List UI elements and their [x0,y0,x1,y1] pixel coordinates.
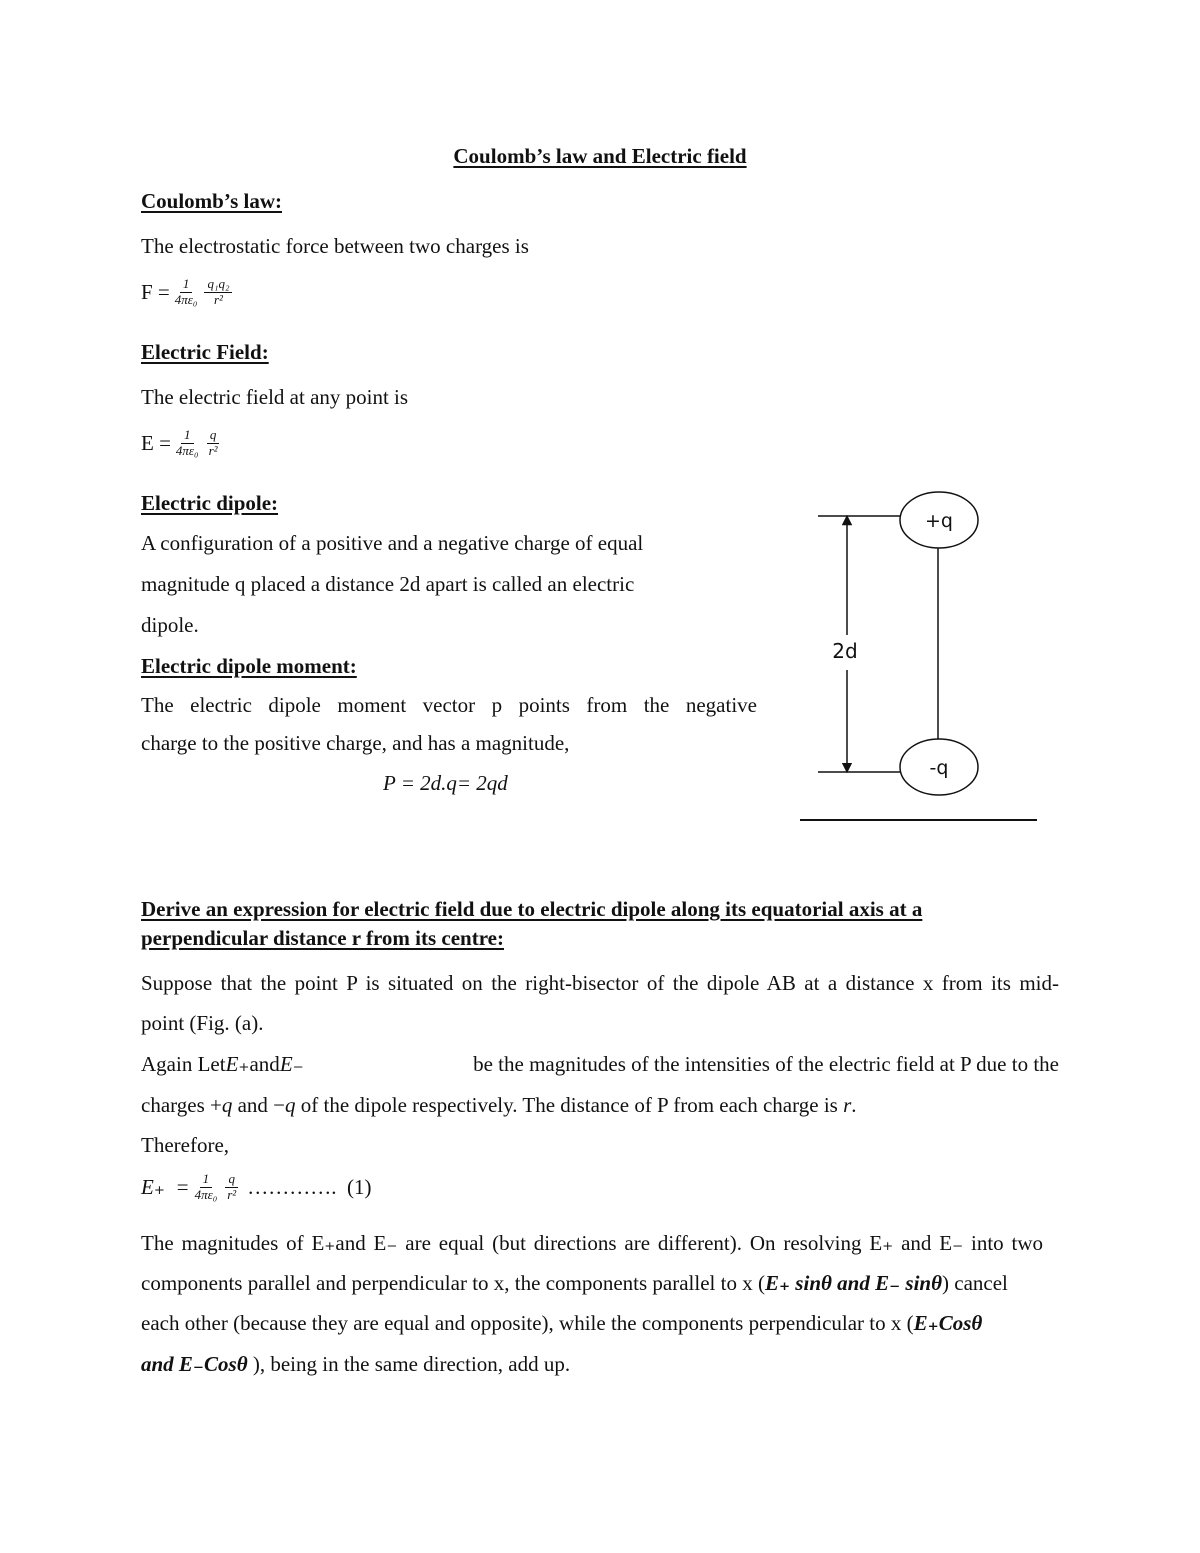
derive-p4-line-3 [141,1313,982,1334]
distance-label: 2d [832,639,858,663]
derive-p4-line-1: The magnitudes of E₊and E₋ are equal (but directions are different). On resolving E₊ and E₋ into two [141,1231,1043,1255]
derive-p3-q1: q [221,1093,233,1117]
page-title: Coulomb’s law and Electric field [453,144,747,168]
moment-heading: Electric dipole moment: [141,654,357,678]
derive-p4-line-2 [141,1273,1008,1294]
coulomb-f1-den: 4πε₀ [174,291,198,307]
coulomb-fraction-2 [204,277,232,308]
derive-p4-line-4 [141,1354,570,1375]
derive-p2-a: Again Let [141,1052,226,1076]
derive-p4-line-3a: each other (because they are equal and opposite), while the components perpendicular to x ( [141,1311,914,1335]
field-text: The electric field at any point is [141,385,409,409]
field-f1-num: 1 [181,428,194,444]
eq1-fraction-2 [224,1172,239,1203]
coulomb-fraction-1 [172,277,201,308]
derive-heading-1: Derive an expression for electric field due to electric dipole along its equatorial axis at a [141,897,923,921]
derive-p1-line-2: point (Fig. (a). [141,1011,264,1035]
derive-p3-b: and − [232,1093,286,1117]
field-f2-den: r² [208,442,218,458]
derive-p3 [141,1095,857,1116]
derive-p3-c: of the dipole respectively. The distance of P from each charge is [295,1093,844,1117]
coulomb-heading: Coulomb’s law: [141,189,282,213]
moment-formula: P = 2d.q= 2qd [383,771,508,795]
eq1-dots: …………. (1) [247,1174,372,1199]
derive-p4-line-4a: and E₋Cosθ [141,1352,248,1376]
eq1-fraction-1 [192,1172,221,1203]
derive-heading-2: perpendicular distance r from its centre: [141,926,504,950]
derive-p2-b: and [249,1052,280,1076]
eq1-f1-den: 4πε₀ [194,1186,218,1202]
negative-charge-label: -q [929,757,949,779]
derive-p4-line-2b: E₊ sinθ and E₋ sinθ [764,1271,943,1295]
derive-p3-a: charges + [141,1093,222,1117]
field-lhs: E = [141,430,171,455]
field-f1-den: 4πε₀ [175,442,199,458]
field-fraction-2 [206,428,221,459]
field-f2-num: q [207,428,220,444]
coulomb-text: The electrostatic force between two charges is [141,234,529,258]
derive-p4-line-4b: ), being in the same direction, add up. [247,1352,571,1376]
coulomb-formula [141,277,234,308]
coulomb-f1-num: 1 [180,277,193,293]
derive-p4-line-2a: components parallel and perpendicular to x, the components parallel to x ( [141,1271,765,1295]
dipole-diagram [780,480,1060,840]
therefore-text: Therefore, [141,1133,230,1157]
derive-p2-eplus: E₊ [225,1052,250,1076]
moment-line-2: charge to the positive charge, and has a magnitude, [141,731,570,755]
field-fraction-1 [173,428,202,459]
derive-p2-c: be the magnitudes of the intensities of the electric field at P due to the [473,1052,1059,1076]
eq1-f2-num: q [225,1172,238,1188]
derive-p4-line-2c: ) cancel [942,1271,1008,1295]
dipole-line-1: A configuration of a positive and a negative charge of equal [141,531,644,555]
derive-p2 [141,1054,1059,1075]
eq1-f1-num: 1 [200,1172,213,1188]
dipole-line-3: dipole. [141,613,199,637]
derive-p3-r: r [843,1093,852,1117]
dipole-heading: Electric dipole: [141,491,279,515]
eq1-lhs: E₊ = [141,1174,190,1199]
coulomb-lhs: F = [141,279,170,304]
field-heading: Electric Field: [141,340,269,364]
coulomb-f2-num: q₁q₂ [204,277,232,293]
positive-charge-label: +q [925,510,953,532]
dipole-line-2: magnitude q placed a distance 2d apart is called an electric [141,572,635,596]
derive-p3-q2: q [285,1093,296,1117]
moment-line-1: The electric dipole moment vector p points from the negative [141,693,757,717]
derive-p1-line-1: Suppose that the point P is situated on the right-bisector of the dipole AB at a distance x from its mid- [141,971,1059,995]
equation-1 [141,1172,371,1203]
derive-p3-d: . [851,1093,857,1117]
derive-p4-line-3b: E₊Cosθ [913,1311,983,1335]
coulomb-f2-den: r² [213,291,223,307]
field-formula [141,428,223,459]
derive-p2-eminus: E₋ [279,1052,304,1076]
eq1-f2-den: r² [227,1186,237,1202]
